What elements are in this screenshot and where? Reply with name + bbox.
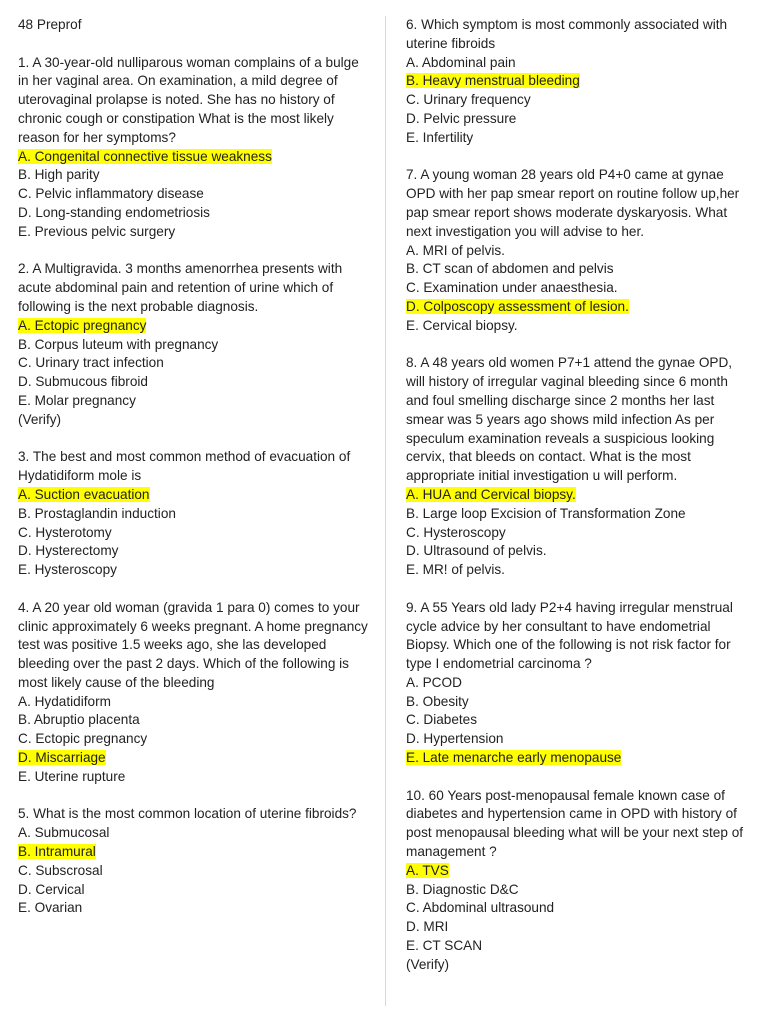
answer-option: E. Infertility (406, 129, 474, 145)
answer-option: E. Ovarian (18, 900, 83, 916)
answer-option: C. Diabetes (406, 712, 478, 728)
options-list (18, 824, 370, 918)
answer-option: B. High parity (18, 167, 100, 183)
options-list (406, 486, 751, 580)
answer-option: D. Cervical (18, 881, 85, 897)
options-list (406, 242, 751, 336)
answer-option: D. Submucous fibroid (18, 374, 148, 390)
options-list (18, 317, 370, 411)
question-2 (18, 260, 370, 429)
answer-option: D. Pelvic pressure (406, 110, 517, 126)
options-list (406, 54, 751, 148)
column-divider (385, 16, 386, 1006)
answer-option: E. Uterine rupture (18, 768, 126, 784)
question-text: 7. A young woman 28 years old P4+0 came at gynae OPD with her pap smear report on routine follow up,her pap smear report shows moderate dyskaryosis. What next investigation you will advise to her. (406, 167, 740, 239)
answer-option: E. Late menarche early menopause (406, 750, 622, 766)
question-text: 1. A 30-year-old nulliparous woman complains of a bulge in her vaginal area. On examination, a mild degree of uterovaginal prolapse is noted. She has no history of chronic cough or constipation What is the most likely reason for her symptoms? (18, 54, 359, 145)
left-column (18, 16, 370, 937)
answer-option: B. Abruptio placenta (18, 712, 140, 728)
question-5 (18, 805, 370, 918)
answer-option: C. Urinary frequency (406, 92, 531, 108)
right-column (406, 16, 751, 993)
answer-option: D. Long-standing endometriosis (18, 204, 210, 220)
question-1 (18, 54, 370, 242)
answer-option: E. Hysteroscopy (18, 562, 117, 578)
question-6 (406, 16, 751, 148)
answer-option: A. Abdominal pain (406, 54, 516, 70)
answer-option: A. Hydatidiform (18, 693, 111, 709)
options-list (406, 862, 751, 956)
answer-option: C. Examination under anaesthesia. (406, 280, 618, 296)
answer-option: D. Hypertension (406, 731, 504, 747)
answer-option: B. Diagnostic D&C (406, 881, 519, 897)
answer-option: B. Intramural (18, 844, 96, 860)
question-text: 6. Which symptom is most commonly associated with uterine fibroids (406, 17, 728, 51)
answer-option: B. CT scan of abdomen and pelvis (406, 261, 614, 277)
options-list (18, 148, 370, 242)
question-9 (406, 599, 751, 768)
answer-option: A. Ectopic pregnancy (18, 317, 147, 333)
answer-option: E. Cervical biopsy. (406, 317, 518, 333)
answer-option: A. Suction evacuation (18, 486, 150, 502)
options-list (18, 486, 370, 580)
answer-option: A. Congenital connective tissue weakness (18, 148, 272, 164)
question-text: 9. A 55 Years old lady P2+4 having irregular menstrual cycle advice by her consultant to have endometrial Biopsy. Which one of the following is not risk factor for type I endometrial carcinoma ? (406, 599, 733, 672)
answer-option: C. Subscrosal (18, 862, 103, 878)
question-4 (18, 599, 370, 787)
options-list (406, 674, 751, 768)
answer-option: C. Abdominal ultrasound (406, 900, 555, 916)
question-text: 8. A 48 years old women P7+1 attend the gynae OPD, will history of irregular vaginal bleeding since 6 month and foul smelling discharge since 2 months her last smear was 5 years ago shows mild infection As per speculum examination reveals a suspicious looking cervix, that bleeds on contact. What is the most appropriate initial investigation u will perform. (406, 355, 733, 484)
answer-option: C. Hysterotomy (18, 524, 112, 540)
answer-option: E. MR! of pelvis. (406, 562, 505, 578)
question-text: 2. A Multigravida. 3 months amenorrhea presents with acute abdominal pain and retention of urine which of following is the next probable diagnosis. (18, 261, 343, 314)
answer-option: B. Large loop Excision of Transformation Zone (406, 505, 686, 521)
answer-option: D. Ultrasound of pelvis. (406, 543, 547, 559)
question-text: 10. 60 Years post-menopausal female known case of diabetes and hypertension came in OPD with history of post menopausal bleeding what will be your next step of management ? (406, 787, 744, 860)
answer-option: A. HUA and Cervical biopsy. (406, 486, 576, 502)
answer-option: E. Molar pregnancy (18, 392, 136, 408)
answer-option: C. Pelvic inflammatory disease (18, 186, 204, 202)
answer-option: E. Previous pelvic surgery (18, 223, 176, 239)
answer-option: C. Hysteroscopy (406, 524, 506, 540)
answer-option: D. MRI (406, 919, 449, 935)
answer-option: B. Obesity (406, 693, 469, 709)
answer-option: A. MRI of pelvis. (406, 242, 505, 258)
document-title: 48 Preprof (18, 17, 82, 32)
answer-option: D. Colposcopy assessment of lesion. (406, 298, 629, 314)
answer-option: B. Corpus luteum with pregnancy (18, 336, 219, 352)
answer-option: C. Ectopic pregnancy (18, 731, 148, 747)
question-text: 3. The best and most common method of evacuation of Hydatidiform mole is (18, 449, 351, 484)
answer-option: A. TVS (406, 862, 449, 878)
options-list (18, 693, 370, 787)
question-8 (406, 354, 751, 580)
question-text: 4. A 20 year old woman (gravida 1 para 0) comes to your clinic approximately 6 weeks pregnant. A home pregnancy test was positive 1.5 weeks ago, she las developed bleeding over the past 2 days. Which of the following is most likely cause of the bleeding (18, 599, 368, 690)
verify-note: (Verify) (406, 956, 450, 972)
answer-option: A. PCOD (406, 674, 462, 690)
answer-option: D. Miscarriage (18, 750, 106, 766)
answer-option: A. Submucosal (18, 825, 110, 841)
verify-note: (Verify) (18, 411, 62, 427)
answer-option: E. CT SCAN (406, 938, 483, 954)
answer-option: B. Heavy menstrual bleeding (406, 73, 580, 89)
answer-option: D. Hysterectomy (18, 543, 119, 559)
question-7 (406, 166, 751, 335)
question-3 (18, 448, 370, 580)
question-text: 5. What is the most common location of uterine fibroids? (18, 806, 357, 822)
answer-option: B. Prostaglandin induction (18, 505, 176, 521)
answer-option: C. Urinary tract infection (18, 355, 164, 371)
question-10 (406, 787, 751, 975)
